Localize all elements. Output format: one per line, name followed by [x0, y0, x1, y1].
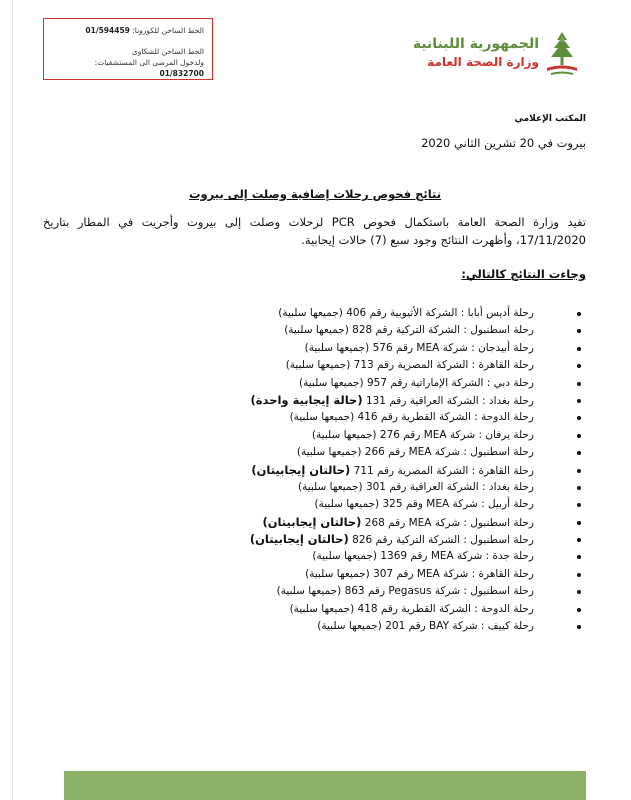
flight-item	[26, 444, 586, 461]
ministry-logo	[371, 30, 581, 80]
bullet-icon	[577, 538, 581, 542]
bullet-icon	[577, 521, 581, 525]
bullet-icon	[577, 573, 581, 577]
bullet-icon	[577, 347, 581, 351]
flight-text: رحلة اسطنبول : شركة MEA رقم 266	[364, 446, 534, 459]
flight-text: رحلة كييف : شركة BAY رقم 201	[385, 620, 534, 633]
hotline-corona	[52, 25, 204, 36]
results-heading: وجاءت النتائج كالتالي:	[461, 267, 586, 281]
flight-result: (جميعها سلبية)	[304, 341, 370, 354]
flight-result: (جميعها سلبية)	[312, 550, 377, 563]
cedar-emblem-icon	[543, 30, 581, 76]
flight-text: رحلة القاهرة : الشركة المصرية رقم 713	[353, 359, 534, 372]
flight-item	[26, 583, 586, 600]
flight-result: (جميعها سلبية)	[289, 602, 355, 615]
intro-paragraph: تفيد وزارة الصحة العامة باستكمال فحوص PCR لرحلات وصلت إلى بيروت وأجريت في المطار بتاريخ 17/11/2020، وأظهرت النتائج وجود سبع (7) حالات إيجابية.	[43, 215, 586, 247]
flight-result: (جميعها سلبية)	[311, 428, 377, 441]
flight-text: رحلة القاهرة : شركة MEA رقم 307	[373, 567, 534, 580]
flight-text: رحلة يرفان : شركة MEA رقم 276	[379, 428, 534, 441]
hotline-hospital-label: ولدخول المرضى الى المستشفيات:	[94, 58, 204, 67]
flight-text: رحلة القاهرة : الشركة المصرية رقم 711	[353, 464, 534, 477]
hotline-corona-number: 01/594459	[85, 26, 130, 35]
flight-result: (جميعها سلبية)	[299, 376, 364, 389]
flight-item	[26, 566, 586, 583]
hotline-complaints-label: الخط الساخن للشكاوى	[131, 47, 204, 56]
flight-text: رحلة اسطنبول : الشركة التركية رقم 828	[352, 324, 534, 337]
flight-item	[26, 427, 586, 444]
flight-text: رحلة جدة : شركة MEA رقم 1369	[380, 550, 534, 563]
flight-result: (جميعها سلبية)	[276, 585, 342, 598]
bullet-icon	[577, 590, 581, 594]
flight-result: (جميعها سلبية)	[278, 307, 343, 319]
bullet-icon	[577, 608, 581, 612]
bullet-icon	[577, 625, 581, 629]
flight-text: رحلة دبي : الشركة الإماراتية رقم 957	[366, 376, 534, 389]
bullet-icon	[577, 434, 581, 438]
hotline-corona-label: الخط الساخن للكورونا:	[132, 26, 204, 35]
flight-text: رحلة أبيدجان : شركة MEA رقم 576	[372, 341, 534, 354]
footer-bar	[64, 771, 586, 800]
flight-item	[26, 357, 586, 374]
flight-result: (جميعها سلبية)	[285, 359, 351, 372]
flight-text: رحلة أربيل : شركة MEA وقم 325	[382, 498, 534, 511]
flight-result: (حالتان إيجابيتان)	[251, 462, 351, 477]
flight-result: (حالتان إيجابيتان)	[262, 514, 362, 529]
flight-item	[26, 548, 586, 565]
flight-item	[26, 462, 586, 479]
document-title: نتائج فحوص رحلات إضافية وصلت إلى بيروت	[188, 187, 442, 201]
flight-item	[26, 531, 586, 548]
bullet-icon	[577, 416, 581, 420]
hotline-box	[43, 18, 213, 80]
flight-item	[26, 601, 586, 618]
flight-result: (حالة إيجابية واحدة)	[250, 392, 363, 407]
flight-item	[26, 375, 586, 392]
flight-result: (جميعها سلبية)	[289, 411, 355, 424]
flight-item	[26, 305, 586, 322]
flight-item	[26, 496, 586, 513]
flight-result: (جميعها سلبية)	[296, 446, 362, 459]
flight-result: (جميعها سلبية)	[297, 480, 363, 493]
flight-item	[26, 479, 586, 496]
bullet-icon	[577, 469, 581, 473]
flight-item	[26, 340, 586, 357]
flight-text: رحلة اسطنبول : الشركة التركية رقم 826	[352, 534, 534, 547]
flight-text: رحلة أديس أبابا : الشركة الأثيوبية رقم 406	[346, 307, 534, 319]
hotline-hospital-number: 01/832700	[159, 69, 204, 78]
flight-text: رحلة بغداد : الشركة العراقية رقم 301	[365, 480, 534, 493]
bullet-icon	[577, 364, 581, 368]
bullet-icon	[577, 451, 581, 455]
flights-list	[26, 305, 586, 635]
flight-item	[26, 618, 586, 635]
logo-line-ministry: وزارة الصحة العامة	[427, 55, 539, 69]
hotline-hospital	[52, 57, 204, 79]
bullet-icon	[577, 486, 581, 490]
bullet-icon	[577, 329, 581, 333]
logo-line-republic: الجمهورية اللبنانية	[412, 36, 539, 52]
flight-item	[26, 322, 586, 339]
flight-text: رحلة بغداد : الشركة العراقية رقم 131	[365, 394, 534, 407]
flight-result: (جميعها سلبية)	[314, 498, 380, 511]
flight-text: رحلة اسطنبول : شركة Pegasus رقم 863	[344, 585, 534, 598]
bullet-icon	[577, 382, 581, 386]
flight-item	[26, 514, 586, 531]
bullet-icon	[577, 399, 581, 403]
flight-result: (جميعها سلبية)	[305, 567, 370, 580]
media-office-label: المكتب الإعلامي	[514, 114, 586, 124]
flight-result: (جميعها سلبية)	[317, 620, 382, 633]
bullet-icon	[577, 555, 581, 559]
flight-result: (جميعها سلبية)	[284, 324, 349, 337]
flight-result: (حالتان إيجابيتان)	[249, 532, 349, 547]
flight-text: رحلة اسطنبول : شركة MEA رقم 268	[364, 516, 534, 529]
bullet-icon	[577, 503, 581, 507]
flight-item	[26, 409, 586, 426]
flight-text: رحلة الدوحة : الشركة القطرية رقم 418	[357, 602, 534, 615]
flight-text: رحلة الدوحة : الشركة القطرية رقم 416	[357, 411, 534, 424]
bullet-icon	[577, 312, 581, 316]
flight-item	[26, 392, 586, 409]
page-edge	[12, 0, 13, 800]
date-line: بيروت في 20 تشرين الثاني 2020	[421, 136, 586, 150]
